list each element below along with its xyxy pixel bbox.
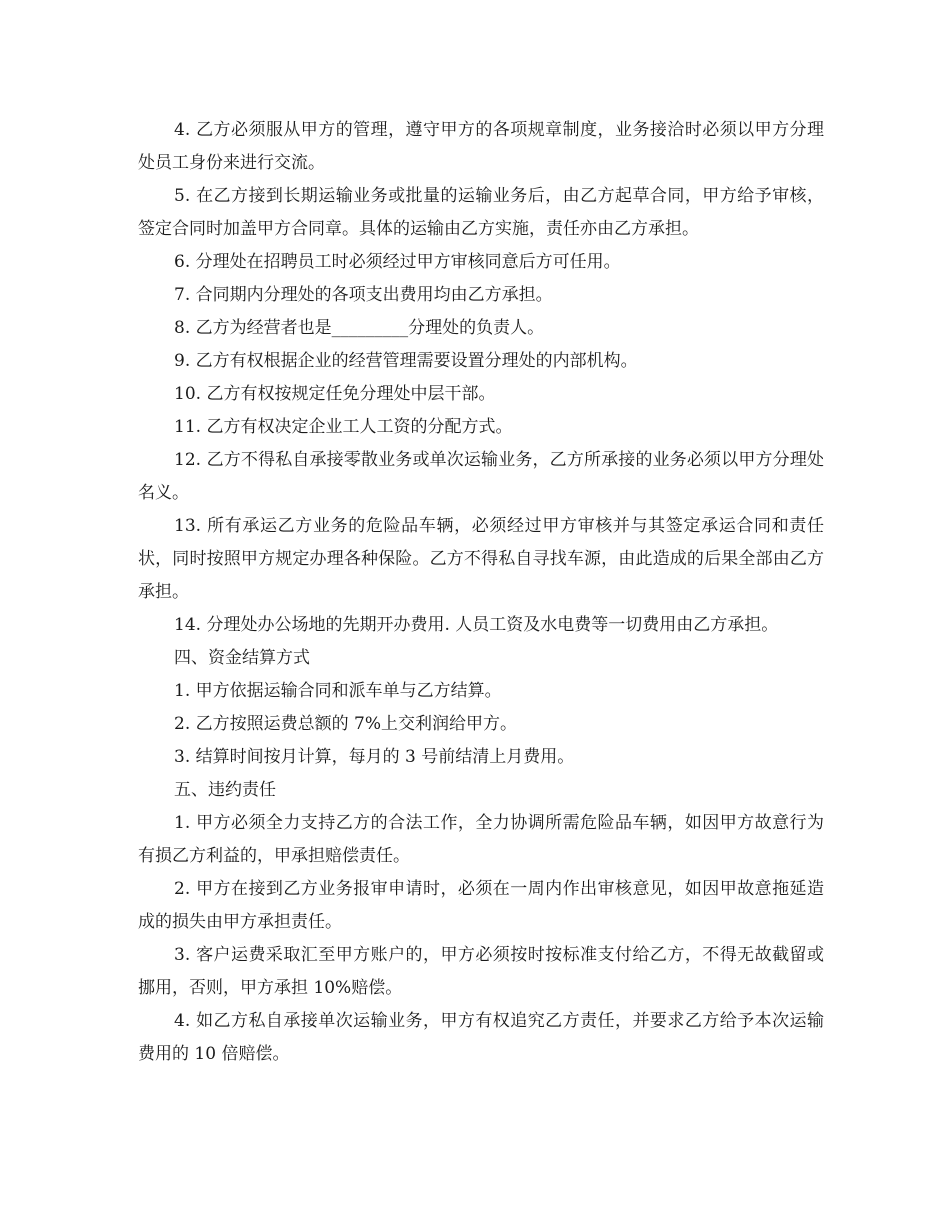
liability-clause-3: 3. 客户运费采取汇至甲方账户的，甲方必须按时按标准支付给乙方，不得无故截留或挪用，否则，甲方承担 10%赔偿。 <box>138 945 824 998</box>
clause-9: 9. 乙方有权根据企业的经营管理需要设置分理处的内部机构。 <box>174 351 638 371</box>
clause-13: 13. 所有承运乙方业务的危险品车辆，必须经过甲方审核并与其签定承运合同和责任状，同时按照甲方规定办理各种保险。乙方不得私自寻找车源，由此造成的后果全部由乙方承担。 <box>138 516 824 602</box>
liability-clause-2: 2. 甲方在接到乙方业务报审申请时，必须在一周内作出审核意见，如因甲故意拖延造成的损失由甲方承担责任。 <box>138 879 824 932</box>
liability-clause-1: 1. 甲方必须全力支持乙方的合法工作，全力协调所需危险品车辆，如因甲方故意行为有损乙方利益的，甲承担赔偿责任。 <box>138 813 824 866</box>
section-heading-settlement: 四、资金结算方式 <box>174 648 310 668</box>
clause-14: 14. 分理处办公场地的先期开办费用. 人员工资及水电费等一切费用由乙方承担。 <box>174 615 779 635</box>
clause-7: 7. 合同期内分理处的各项支出费用均由乙方承担。 <box>174 285 553 305</box>
settlement-clause-1: 1. 甲方依据运输合同和派车单与乙方结算。 <box>174 681 502 701</box>
clause-11: 11. 乙方有权决定企业工人工资的分配方式。 <box>174 417 513 437</box>
clause-5: 5. 在乙方接到长期运输业务或批量的运输业务后，由乙方起草合同，甲方给予审核，签定合同时加盖甲方合同章。具体的运输由乙方实施，责任亦由乙方承担。 <box>138 186 824 239</box>
clause-4: 4. 乙方必须服从甲方的管理，遵守甲方的各项规章制度，业务接洽时必须以甲方分理处员工身份来进行交流。 <box>138 120 824 173</box>
clause-10: 10. 乙方有权按规定任免分理处中层干部。 <box>174 384 496 404</box>
clause-12: 12. 乙方不得私自承接零散业务或单次运输业务，乙方所承接的业务必须以甲方分理处名义。 <box>138 450 824 503</box>
liability-clause-4: 4. 如乙方私自承接单次运输业务，甲方有权追究乙方责任，并要求乙方给予本次运输费用的 10 倍赔偿。 <box>138 1011 824 1064</box>
settlement-clause-3: 3. 结算时间按月计算，每月的 3 号前结清上月费用。 <box>174 747 575 767</box>
settlement-clause-2: 2. 乙方按照运费总额的 7%上交利润给甲方。 <box>174 714 517 734</box>
clause-8: 8. 乙方为经营者也是_________分理处的负责人。 <box>174 318 545 338</box>
document-body <box>138 114 824 1071</box>
clause-6: 6. 分理处在招聘员工时必须经过甲方审核同意后方可任用。 <box>174 252 621 272</box>
section-heading-liability: 五、违约责任 <box>174 780 276 800</box>
